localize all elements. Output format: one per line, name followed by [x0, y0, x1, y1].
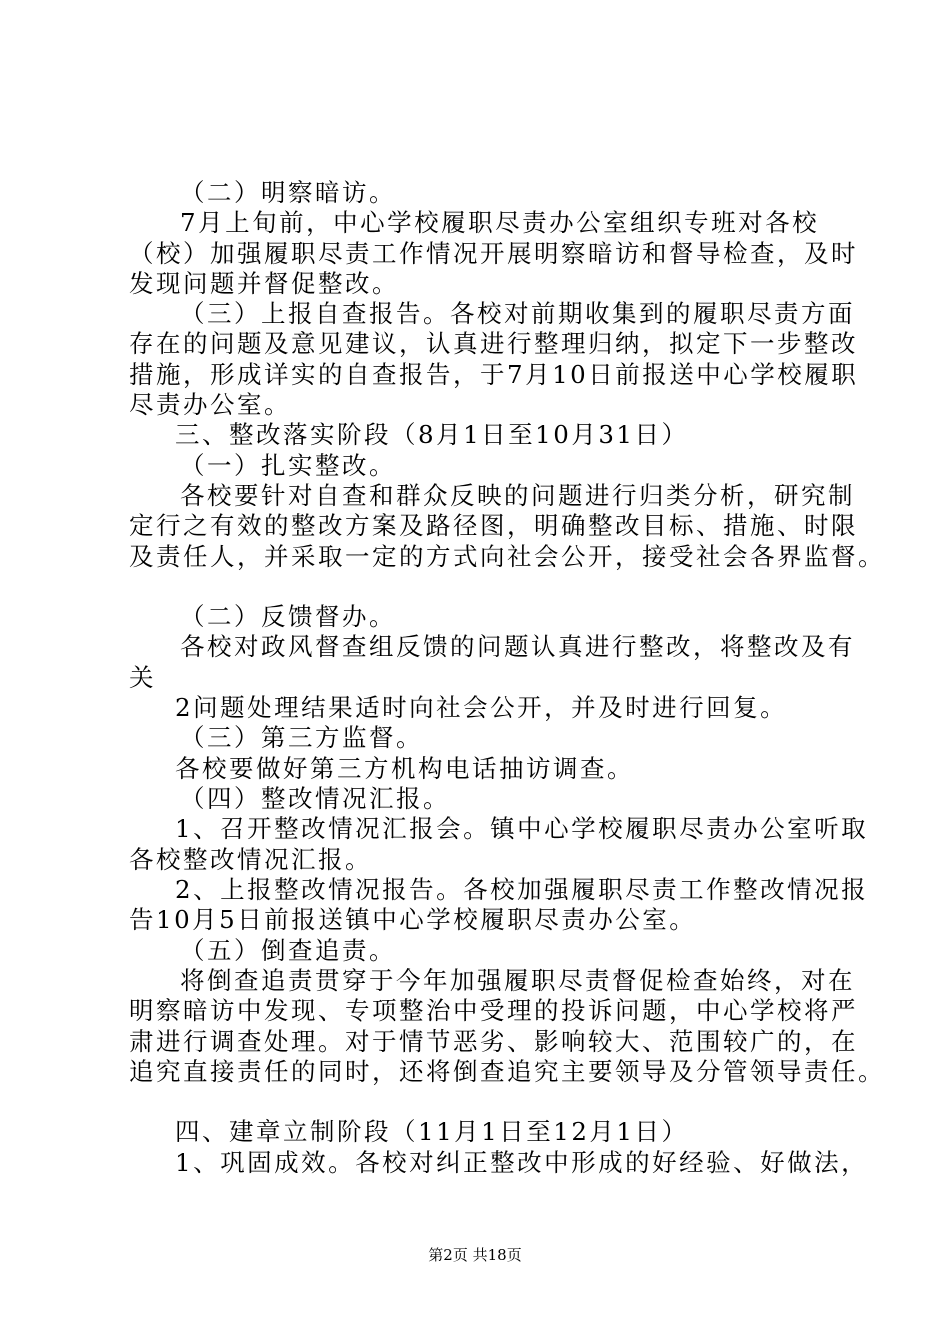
text-line: 1、召开整改情况汇报会。镇中心学校履职尽责办公室听取	[175, 814, 869, 843]
text-line: 将倒查追责贯穿于今年加强履职尽责督促检查始终，对在	[180, 966, 855, 995]
text-line: （三）上报自查报告。各校对前期收集到的履职尽责方面	[180, 299, 855, 328]
text-line: （五）倒查追责。	[180, 936, 396, 965]
text-line: 定行之有效的整改方案及路径图，明确整改目标、措施、时限	[129, 511, 858, 540]
text-line: （三）第三方监督。	[180, 723, 423, 752]
text-line: 各校要针对自查和群众反映的问题进行归类分析，研究制	[180, 481, 855, 510]
text-line: 1、巩固成效。各校对纠正整改中形成的好经验、好做法，	[175, 1148, 869, 1177]
text-line: 各校对政风督查组反馈的问题认真进行整改，将整改及有	[180, 632, 855, 661]
text-line: 7月上旬前，中心学校履职尽责办公室组织专班对各校	[180, 208, 820, 237]
text-line: 追究直接责任的同时，还将倒查追究主要领导及分管领导责任。	[129, 1057, 885, 1086]
text-line: 尽责办公室。	[129, 390, 291, 419]
section-heading: 四、建章立制阶段（11月1日至12月1日）	[175, 1117, 689, 1146]
text-line: 2问题处理结果适时向社会公开，并及时进行回复。	[175, 693, 788, 722]
text-line: 各校整改情况汇报。	[129, 845, 372, 874]
text-line: （一）扎实整改。	[180, 451, 396, 480]
text-line: （四）整改情况汇报。	[180, 784, 450, 813]
text-line: 告10月5日前报送镇中心学校履职尽责办公室。	[129, 905, 697, 934]
text-line: 各校要做好第三方机构电话抽访调查。	[175, 754, 634, 783]
text-line: 2、上报整改情况报告。各校加强履职尽责工作整改情况报	[175, 875, 869, 904]
text-line: 明察暗访中发现、专项整治中受理的投诉问题，中心学校将严	[129, 996, 858, 1025]
text-line: 关	[129, 663, 156, 692]
text-line: 肃进行调查处理。对于情节恶劣、影响较大、范围较广的，在	[129, 1027, 858, 1056]
text-line: 发现问题并督促整改。	[129, 269, 399, 298]
text-line: 措施，形成详实的自查报告，于7月10日前报送中心学校履职	[129, 360, 859, 389]
text-line: 存在的问题及意见建议，认真进行整理归纳，拟定下一步整改	[129, 329, 858, 358]
text-line: （校）加强履职尽责工作情况开展明察暗访和督导检查，及时	[129, 239, 858, 268]
text-line: （二）明察暗访。	[180, 178, 396, 207]
section-heading: 三、整改落实阶段（8月1日至10月31日）	[175, 420, 689, 449]
text-line: （二）反馈督办。	[180, 602, 396, 631]
page-footer: 第2页 共18页	[428, 1246, 522, 1264]
text-line: 及责任人，并采取一定的方式向社会公开，接受社会各界监督。	[129, 542, 885, 571]
